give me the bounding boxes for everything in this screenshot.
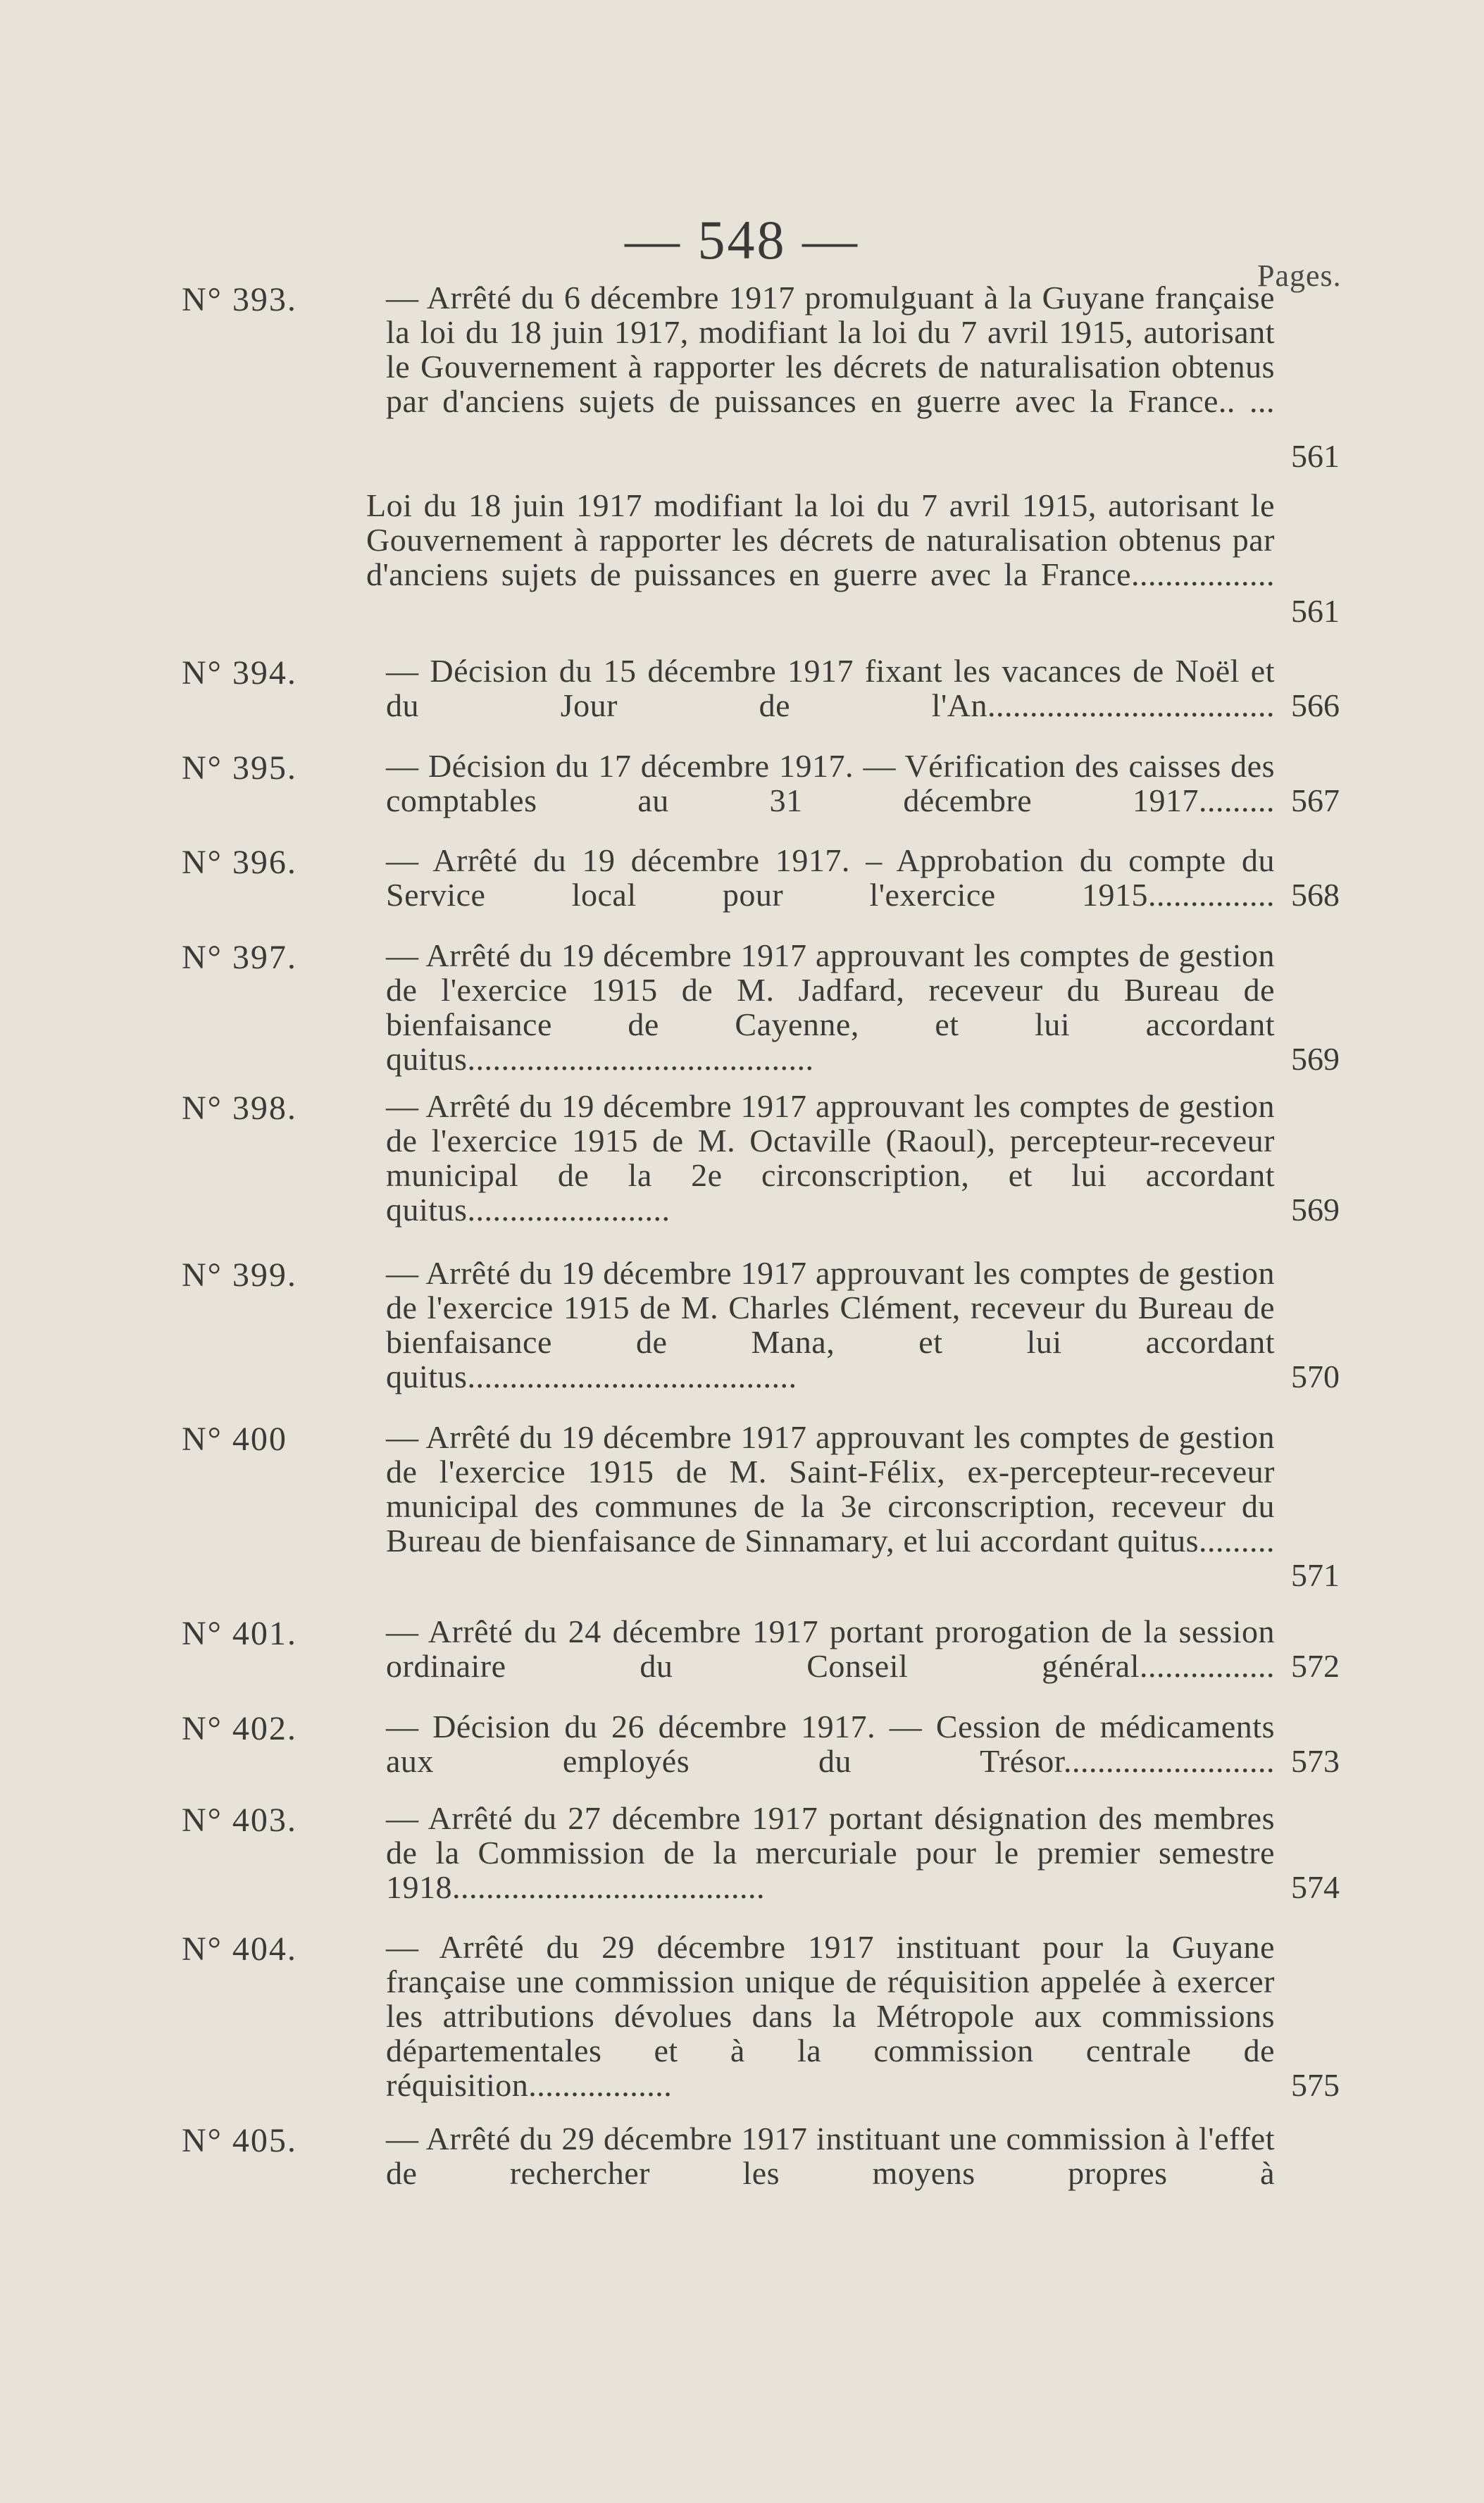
entry-number: N° 403. [182, 1802, 297, 1839]
entry-number: N° 398. [182, 1090, 297, 1127]
entry-page: 566 [1291, 687, 1340, 723]
entry-page: 575 [1291, 2067, 1340, 2103]
entry-number: N° 393. [182, 281, 297, 318]
entry-page: 570 [1291, 1359, 1340, 1394]
entry-text: — Arrêté du 27 décembre 1917 portant désignation des membres de la Commission de la mercuriale pour le premier semestre 1918..................................... [386, 1800, 1275, 1905]
entry-number: N° 401. [182, 1615, 297, 1652]
entry-number: N° 397. [182, 939, 297, 976]
entry-page: 569 [1291, 1041, 1340, 1077]
entry-text: — Décision du 15 décembre 1917 fixant les vacances de Noël et du Jour de l'An.................................. [386, 653, 1275, 723]
entry-number: N° 399. [182, 1256, 297, 1294]
entry-text: — Arrêté du 19 décembre 1917 approuvant les comptes de gestion de l'exercice 1915 de M. Octaville (Raoul), percepteur-receveur municipal de la 2e circonscription, et lui accordant quitus........................ [386, 1088, 1275, 1228]
entry-number: N° 400 [182, 1421, 287, 1458]
page-number: — 548 — [625, 209, 859, 270]
entry-number: N° 394. [182, 654, 297, 692]
entry-page: 571 [1291, 1557, 1340, 1593]
entry-text: — Décision du 26 décembre 1917. — Cession de médicaments aux employés du Trésor......................... [386, 1709, 1275, 1779]
entry-page: 567 [1291, 782, 1340, 818]
entry-text: — Arrêté du 19 décembre 1917 approuvant les comptes de gestion de l'exercice 1915 de M. Jadfard, receveur du Bureau de bienfaisance de Cayenne, et lui accordant quitus......................................... [386, 937, 1275, 1077]
entry-page: 572 [1291, 1648, 1340, 1684]
entry-page: 561 [1291, 593, 1340, 629]
entry-text: — Arrêté du 29 décembre 1917 instituant pour la Guyane française une commission unique de réquisition appelée à exercer les attributions dévolues dans la Métropole aux commissions départementales et à la commission centrale de réquisition................. [386, 1929, 1275, 2103]
entry-page: 568 [1291, 877, 1340, 913]
entry-page: 569 [1291, 1192, 1340, 1228]
entry-text: Loi du 18 juin 1917 modifiant la loi du 7 avril 1915, autorisant le Gouvernement à rapporter les décrets de naturalisation obtenus par d'anciens sujets de puissances en guerre avec la France................. [366, 487, 1275, 592]
entry-number: N° 396. [182, 844, 297, 881]
entry-text: — Décision du 17 décembre 1917. — Vérification des caisses des comptables au 31 décembre 1917......... [386, 748, 1275, 818]
entry-text: — Arrêté du 24 décembre 1917 portant prorogation de la session ordinaire du Conseil général................ [386, 1613, 1275, 1684]
entry-text: — Arrêté du 19 décembre 1917. – Approbation du compte du Service local pour l'exercice 1915............... [386, 842, 1275, 913]
entry-number: N° 395. [182, 749, 297, 787]
entry-text: — Arrêté du 19 décembre 1917 approuvant les comptes de gestion de l'exercice 1915 de M. Saint-Félix, ex-percepteur-receveur municipal des communes de la 3e circonscription, receveur du Bureau de bienfaisance de Sinnamary, et lui accordant quitus......... [386, 1419, 1275, 1559]
entry-page: 561 [1291, 438, 1340, 474]
entry-page: 574 [1291, 1869, 1340, 1905]
pages-column-label: Pages. [1257, 258, 1342, 293]
entry-number: N° 405. [182, 2122, 297, 2159]
entry-text: — Arrêté du 19 décembre 1917 approuvant les comptes de gestion de l'exercice 1915 de M. Charles Clément, receveur du Bureau de bienfaisance de Mana, et lui accordant quitus....................................... [386, 1255, 1275, 1394]
entry-text: — Arrêté du 6 décembre 1917 promulguant à la Guyane française la loi du 18 juin 1917, modifiant la loi du 7 avril 1915, autorisant le Gouvernement à rapporter les décrets de naturalisation obtenus par d'anciens sujets de puissances en guerre avec la France.. ... [386, 280, 1275, 419]
entry-number: N° 402. [182, 1710, 297, 1747]
entry-text: — Arrêté du 29 décembre 1917 instituant une commission à l'effet de rechercher les moyens propres à [386, 2121, 1275, 2191]
entry-page: 573 [1291, 1743, 1340, 1779]
entry-number: N° 404. [182, 1930, 297, 1968]
